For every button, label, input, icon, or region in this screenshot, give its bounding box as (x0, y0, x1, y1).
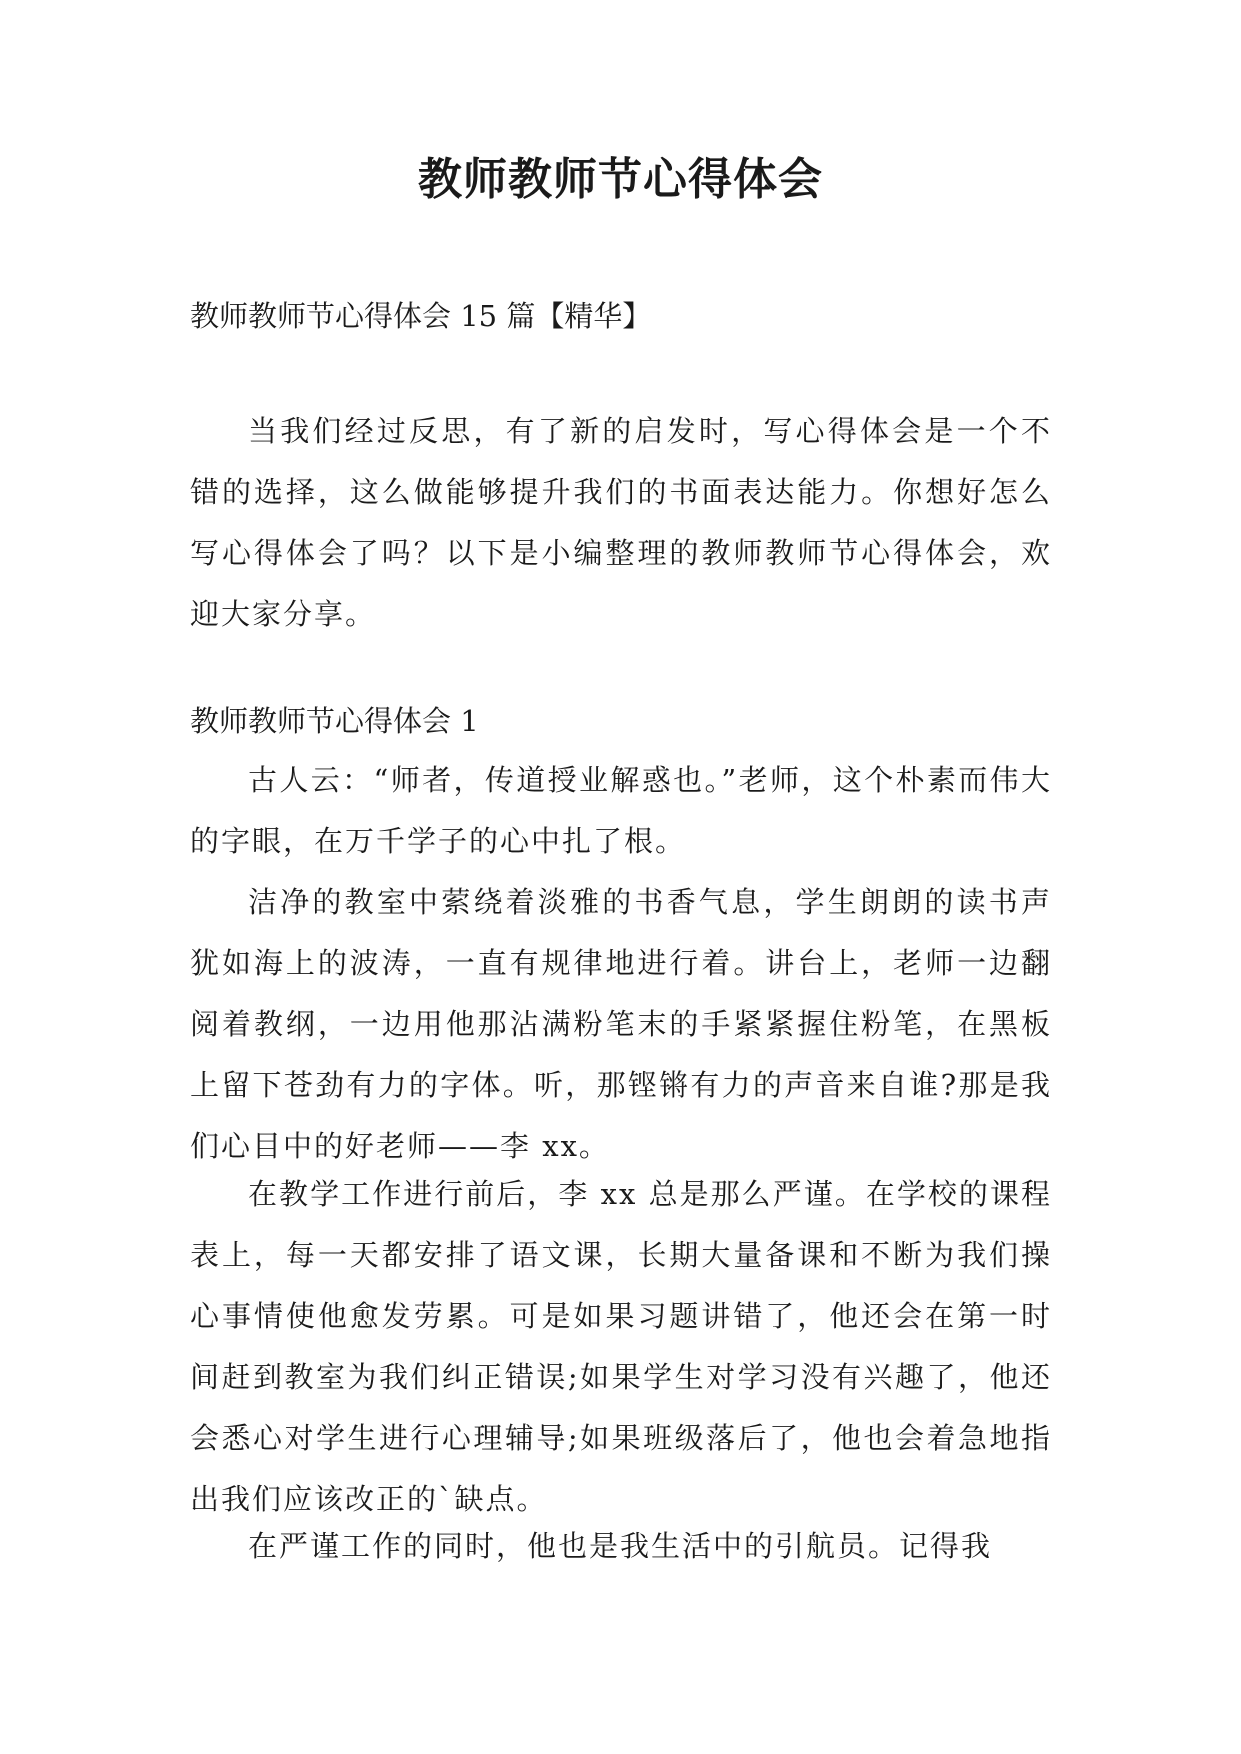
body-paragraph: 洁净的教室中萦绕着淡雅的书香气息，学生朗朗的读书声犹如海上的波涛，一直有规律地进行着。讲台上，老师一边翻阅着教纲，一边用他那沾满粉笔末的手紧紧握住粉笔，在黑板上留下苍劲有力的字体。听，那铿锵有力的声音来自谁?那是我们心目中的好老师——李 xx。 (190, 885, 1052, 1163)
body-paragraph: 在严谨工作的同时，他也是我生活中的引航员。记得我 (248, 1529, 993, 1563)
document-title: 教师教师节心得体会 (418, 154, 823, 205)
document-subtitle: 教师教师节心得体会 15 篇【精华】 (190, 299, 652, 333)
body-paragraph: 古人云：“师者，传道授业解惑也。”老师，这个朴素而伟大的字眼，在万千学子的心中扎了根。 (190, 763, 1052, 858)
intro-paragraph: 当我们经过反思，有了新的启发时，写心得体会是一个不错的选择，这么做能够提升我们的书面表达能力。你想好怎么写心得体会了吗？以下是小编整理的教师教师节心得体会，欢迎大家分享。 (190, 414, 1052, 631)
section-heading: 教师教师节心得体会 1 (190, 704, 479, 738)
body-paragraph: 在教学工作进行前后，李 xx 总是那么严谨。在学校的课程表上，每一天都安排了语文课，长期大量备课和不断为我们操心事情使他愈发劳累。可是如果习题讲错了，他还会在第一时间赶到教室为我们纠正错误;如果学生对学习没有兴趣了，他还会悉心对学生进行心理辅导;如果班级落后了，他也会着急地指出我们应该改正的`缺点。 (190, 1177, 1052, 1516)
